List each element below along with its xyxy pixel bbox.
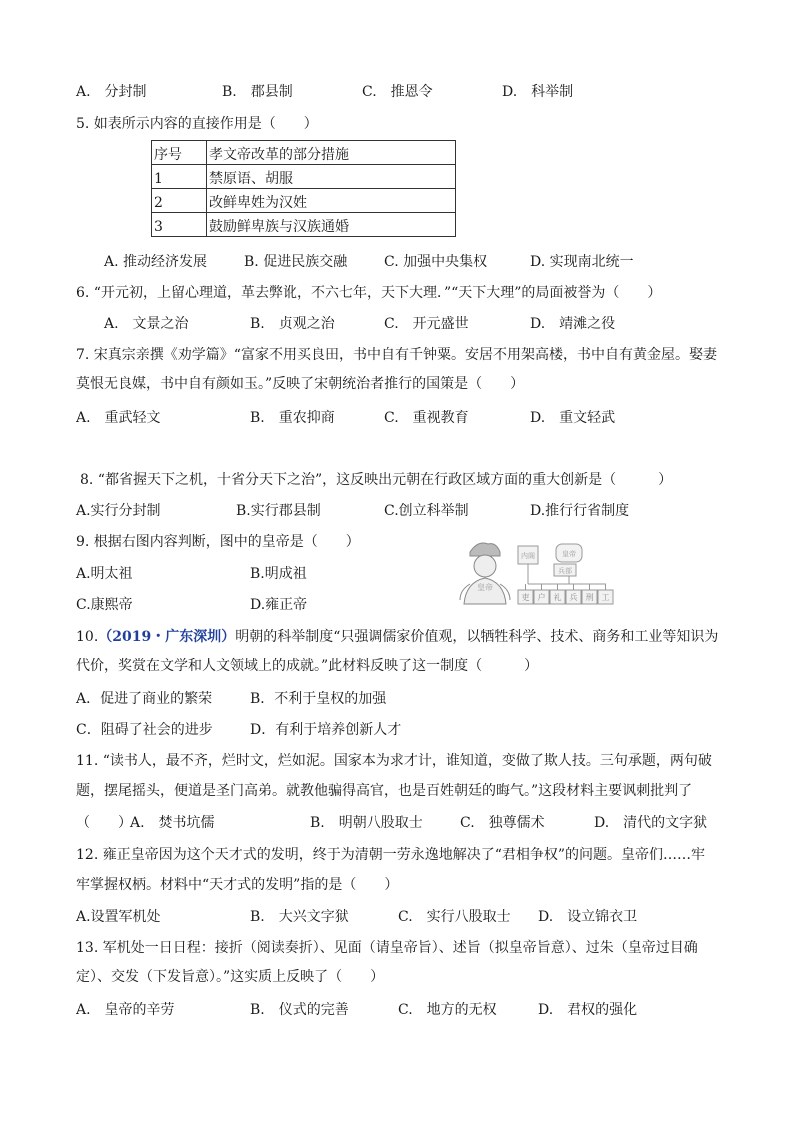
option-d: D.雍正帝 [250,597,308,613]
ministry-label: 户 [537,593,546,602]
option-a: A. 焚书坑儒 [130,815,215,831]
table-cell: 禁原语、胡服 [207,165,456,189]
question-9-stem: 9. 根据右图内容判断，图中的皇帝是（ ） [76,534,360,550]
option-b: B. 贞观之治 [250,316,335,332]
option-a: A. 文景之治 [104,316,189,332]
option-a: A.设置军机处 [76,909,161,925]
option-c: C. 推恩令 [362,84,433,100]
emperor-figure-icon [460,543,510,604]
question-7-line2: 莫恨无良媒，书中自有颜如玉。”反映了宋朝统治者推行的国策是（ ） [76,376,525,392]
question-11-line1: 11. “读书人，最不齐，烂时文，烂如泥。国家本为求才计，谁知道，变做了欺人技。三句承题，两句破 [76,753,712,769]
option-a: A. 推动经济发展 [104,254,208,270]
option-d: D. 科举制 [502,84,574,100]
ministry-label: 吏 [521,593,530,602]
option-b: B. 郡县制 [222,84,293,100]
question-10-number: 10. [76,629,99,645]
option-d: D．有利于培养创新人才 [250,722,402,738]
option-a: A. 皇帝的辛劳 [76,1002,175,1018]
option-c: C．阻碍了社会的进步 [76,722,213,738]
question-10-line1 [76,627,718,647]
option-b: B. 促进民族交融 [244,254,348,270]
answer-blank: （ ） [76,815,132,831]
option-b: B. 重农抑商 [250,410,335,426]
question-7-line1: 7. 宋真宗亲撰《劝学篇》“富家不用买良田，书中自有千钟粟。安居不用架高楼，书中自有黄金屋。娶妻 [76,347,717,363]
bingbu-label: 兵部 [558,567,572,575]
option-d: D. 君权的强化 [538,1002,638,1018]
table-cell: 改鲜卑姓为汉姓 [207,189,456,213]
option-d: D. 靖滩之役 [530,316,616,332]
option-b: B.实行郡县制 [236,503,321,519]
option-a: A. 重武轻文 [76,410,161,426]
option-c: C. 地方的无权 [398,1002,497,1018]
table-cell: 1 [152,165,207,189]
question-5-stem: 5. 如表所示内容的直接作用是（ ） [76,116,318,132]
option-c: C.康熙帝 [76,597,133,613]
question-13-line2: 定）、交发（下发旨意）。”这实质上反映了（ ） [76,969,385,985]
option-b: B. 明朝八股取士 [310,815,423,831]
reform-table [151,140,456,237]
table-row [152,189,456,213]
table-cell: 2 [152,189,207,213]
option-c: C.创立科举制 [384,503,469,519]
table-row [152,165,456,189]
ministry-label: 刑 [585,593,594,602]
question-11-line2: 题，摆尾摇头，便道是圣门高弟。就教他骗得高官，也是百姓朝廷的晦气。”这段材料主要讽刺批判了 [76,783,693,799]
ministry-label: 礼 [553,593,562,602]
question-6-stem: 6. “开元初，上留心理道，革去弊讹，不六七年，天下大理．”“天下大理”的局面被誉为（ ） [76,285,662,301]
option-c: C. 加强中央集权 [384,254,488,270]
option-c: C. 重视教育 [384,410,469,426]
option-c: C. 独尊儒术 [460,815,545,831]
ministry-label: 兵 [569,593,578,602]
option-c: C. 开元盛世 [384,316,469,332]
cabinet-diagram [456,538,616,610]
option-b: B. 大兴文字狱 [250,909,349,925]
question-12-line2: 牢掌握权柄。材料中“天才式的发明”指的是（ ） [76,877,399,893]
option-d: D.推行行省制度 [530,503,630,519]
question-source-tag: （2019・广东深圳） [98,629,236,645]
neige-label: 内阁 [521,552,535,560]
option-c: C. 实行八股取士 [398,909,511,925]
question-10-line2: 代价，奖赏在文学和人文领域上的成就。”此材料反映了这一制度（ ） [76,658,539,674]
option-d: D. 设立锦衣卫 [538,909,638,925]
option-a: A. 分封制 [76,84,147,100]
table-header-cell: 序号 [152,141,207,165]
ministry-label: 工 [601,593,610,602]
table-row [152,213,456,237]
table-header-cell: 孝文帝改革的部分措施 [207,141,456,165]
table-header-row [152,141,456,165]
option-a: A.实行分封制 [76,503,161,519]
question-13-line1: 13. 军机处一日日程：接折（阅读奏折）、见面（请皇帝旨）、述旨（拟皇帝旨意）、过朱（皇帝过目确 [76,940,698,956]
option-d: D. 实现南北统一 [530,254,634,270]
emperor-label: 皇帝 [477,583,493,592]
option-b: B. 仪式的完善 [250,1002,349,1018]
option-d: D. 重文轻武 [530,410,616,426]
option-b: B.明成祖 [250,566,307,582]
option-d: D. 清代的文字狱 [594,815,708,831]
ministry-boxes [518,584,613,604]
option-a: A．促进了商业的繁荣 [76,691,213,707]
huangdi-label: 皇帝 [562,550,576,558]
question-10-text: 明朝的科举制度“只强调儒家价值观，以牺牲科学、技术、商务和工业等知识为 [235,629,719,645]
option-a: A.明太祖 [76,566,133,582]
question-12-line1: 12. 雍正皇帝因为这个天才式的发明，终于为清朝一劳永逸地解决了“君相争权”的问题。皇帝们……牢 [76,847,706,863]
table-cell: 鼓励鲜卑族与汉族通婚 [207,213,456,237]
question-8-stem: 8. “都省握天下之机，十省分天下之治”，这反映出元朝在行政区域方面的重大创新是（ ） [80,472,673,488]
option-b: B．不利于皇权的加强 [250,691,387,707]
table-cell: 3 [152,213,207,237]
